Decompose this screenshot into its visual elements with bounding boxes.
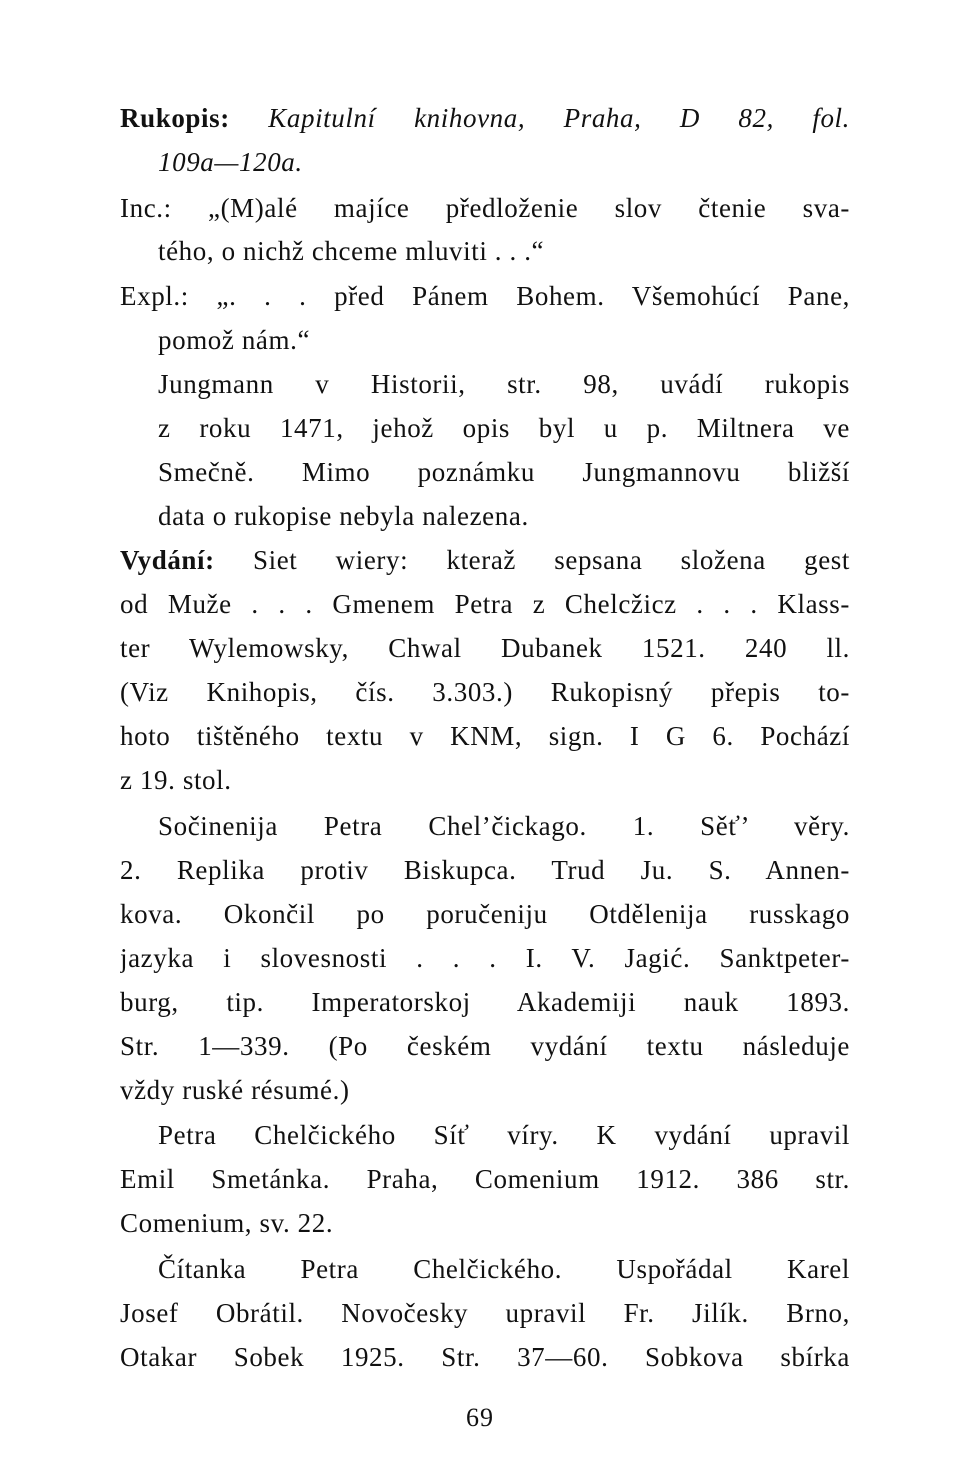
text-line: 109a—120a. <box>158 147 303 177</box>
rukopis-label: Rukopis: <box>120 103 269 133</box>
text-line-vydani <box>120 540 850 580</box>
text-line: jazyka i slovesnosti . . . I. V. Jagić. Sanktpeter- <box>120 943 850 973</box>
text-line: Sočinenija Petra Chel’čickago. 1. Sěť’ věry. <box>158 811 850 841</box>
text-line: 2. Replika protiv Biskupca. Trud Ju. S. Annen- <box>120 855 850 885</box>
text-line: ter Wylemowsky, Chwal Dubanek 1521. 240 ll. <box>120 633 850 663</box>
text-line: hoto tištěného textu v KNM, sign. I G 6. Pochází <box>120 721 850 751</box>
text-line: Otakar Sobek 1925. Str. 37—60. Sobkova sbírka <box>120 1342 850 1372</box>
text-line-explicit: Expl.: „. . . před Pánem Bohem. Všemohúcí Pane, <box>120 281 850 311</box>
text-line: z 19. stol. <box>120 765 232 795</box>
text-line: Comenium, sv. 22. <box>120 1208 334 1238</box>
vydani-text: Siet wiery: kteraž sepsana složena gest <box>253 545 850 575</box>
text-line: vždy ruské résumé.) <box>120 1075 350 1105</box>
text-line: data o rukopise nebyla nalezena. <box>158 501 529 531</box>
text-line: Čítanka Petra Chelčického. Uspořádal Karel <box>158 1254 850 1284</box>
rukopis-text: Kapitulní knihovna, Praha, D 82, fol. <box>268 103 850 133</box>
text-line-rukopis <box>120 98 850 138</box>
text-line: pomož nám.“ <box>158 325 311 355</box>
text-line: Str. 1—339. (Po českém vydání textu následuje <box>120 1031 850 1061</box>
vydani-label: Vydání: <box>120 545 253 575</box>
text-line: kova. Okončil po poručeniju Otdělenija russkago <box>120 899 850 929</box>
text-line: z roku 1471, jehož opis byl u p. Miltnera ve <box>158 413 850 443</box>
text-line: (Viz Knihopis, čís. 3.303.) Rukopisný přepis to- <box>120 677 850 707</box>
text-line: od Muže . . . Gmenem Petra z Chelcžicz . . . Klass- <box>120 589 850 619</box>
text-line: Smečně. Mimo poznámku Jungmannovu bližší <box>158 457 850 487</box>
text-line-incipit: Inc.: „(M)alé majíce předloženie slov čtenie sva- <box>120 193 850 223</box>
page-number: 69 <box>466 1403 494 1432</box>
text-line: burg, tip. Imperatorskoj Akademiji nauk 1893. <box>120 987 850 1017</box>
text-line: tého, o nichž chceme mluviti . . .“ <box>158 236 545 266</box>
text-line: Josef Obrátil. Novočesky upravil Fr. Jilík. Brno, <box>120 1298 850 1328</box>
text-line: Emil Smetánka. Praha, Comenium 1912. 386 str. <box>120 1164 850 1194</box>
text-line: Petra Chelčického Síť víry. K vydání upravil <box>158 1120 850 1150</box>
text-line: Jungmann v Historii, str. 98, uvádí rukopis <box>158 369 850 399</box>
